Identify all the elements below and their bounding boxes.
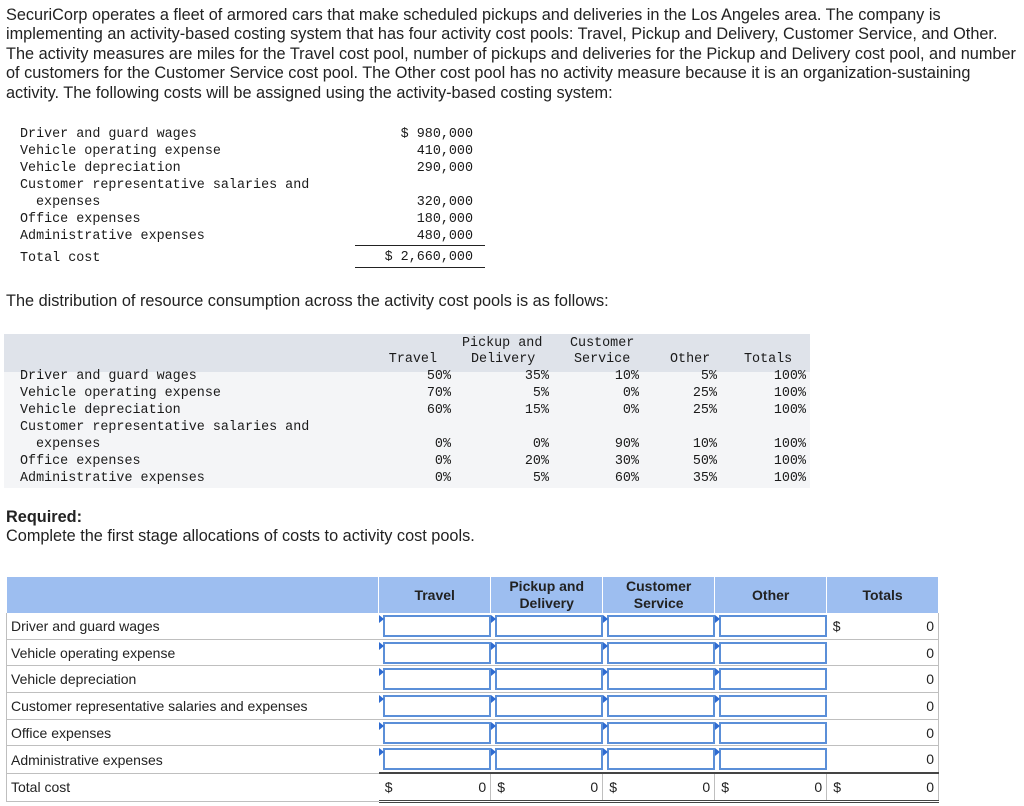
- other-input[interactable]: [719, 722, 827, 744]
- col-travel: Travel: [388, 352, 437, 367]
- dist-row-label: Administrative expenses: [20, 471, 205, 486]
- other-input[interactable]: [719, 748, 827, 770]
- header-other: Other: [715, 577, 827, 613]
- travel-input[interactable]: [383, 668, 491, 690]
- dist-travel: 50%: [426, 369, 451, 384]
- dist-row-label: Office expenses: [20, 454, 141, 469]
- currency-symbol: $: [609, 779, 617, 796]
- col-customer-2: Service: [574, 352, 631, 367]
- cost-label: Vehicle operating expense: [20, 144, 221, 159]
- cost-label-cont: expenses: [36, 195, 101, 210]
- pickup-delivery-input[interactable]: [495, 642, 603, 664]
- customer-service-input[interactable]: [607, 722, 715, 744]
- answer-row: [7, 613, 939, 639]
- dist-travel: 0%: [434, 471, 451, 486]
- currency-symbol: $: [832, 618, 841, 634]
- col-totals: Totals: [744, 352, 793, 367]
- cost-value: $ 980,000: [400, 127, 473, 142]
- answer-header-row: [7, 577, 939, 613]
- input-marker-icon: [715, 642, 720, 650]
- dist-travel: 70%: [426, 386, 451, 401]
- cost-value: 320,000: [416, 195, 473, 210]
- grand-total: 0: [926, 779, 934, 796]
- cost-label: Office expenses: [20, 212, 141, 227]
- row-total-value: 0: [926, 644, 934, 661]
- customer-service-input[interactable]: [607, 748, 715, 770]
- answer-row: [7, 693, 939, 720]
- input-marker-icon: [715, 615, 720, 623]
- dist-customer: 30%: [614, 454, 639, 469]
- dist-pickup: 5%: [532, 386, 549, 401]
- header-totals: Totals: [827, 577, 939, 613]
- currency-symbol: $: [384, 779, 393, 796]
- input-marker-icon: [603, 695, 608, 703]
- input-marker-icon: [379, 722, 384, 730]
- travel-total: 0: [478, 779, 487, 796]
- cost-value: 180,000: [416, 212, 473, 227]
- subtotal-rule: [355, 245, 485, 246]
- header-customer-line1: Customer: [626, 578, 692, 594]
- travel-input[interactable]: [383, 642, 491, 664]
- input-marker-icon: [491, 615, 496, 623]
- dist-customer: 60%: [614, 471, 639, 486]
- input-marker-icon: [379, 695, 384, 703]
- row-label: Vehicle depreciation: [7, 666, 379, 693]
- other-input[interactable]: [719, 695, 827, 717]
- total-rule: [355, 267, 485, 268]
- input-marker-icon: [491, 748, 496, 756]
- dist-customer: 10%: [614, 369, 639, 384]
- input-marker-icon: [715, 722, 720, 730]
- dist-travel: 60%: [426, 403, 451, 418]
- input-marker-icon: [715, 695, 720, 703]
- pickup-delivery-input[interactable]: [495, 668, 603, 690]
- answer-row: [7, 719, 939, 746]
- dist-travel: 0%: [434, 454, 451, 469]
- input-marker-icon: [491, 668, 496, 676]
- problem-intro: SecuriCorp operates a fleet of armored cars that make scheduled pickups and deliveries in the Los Angeles area. The company is implementing an activity-based costing system that has four activity cost pools: Travel, Pickup and Delivery, Customer Service, and Other. The activity measures are miles for the Travel cost pool, number of pickups and deliveries for the Pickup and Delivery cost pool, and number of customers for the Customer Service cost pool. The Other cost pool has no activity measure because it is an organization-sustaining activity. The following costs will be assigned using the activity-based costing system:: [6, 6, 1016, 102]
- dist-total: 100%: [773, 454, 806, 469]
- pickup-delivery-input[interactable]: [495, 615, 603, 637]
- dist-other: 25%: [692, 403, 717, 418]
- header-pickup-delivery: [491, 577, 603, 613]
- col-customer: Customer: [570, 336, 635, 351]
- customer-service-input[interactable]: [607, 668, 715, 690]
- header-customer-service: [603, 577, 715, 613]
- cost-value: 290,000: [416, 161, 473, 176]
- dist-other: 50%: [692, 454, 717, 469]
- row-label: Administrative expenses: [7, 746, 379, 773]
- input-marker-icon: [715, 748, 720, 756]
- dist-pickup: 0%: [532, 437, 549, 452]
- answer-row: [7, 746, 939, 773]
- currency-symbol: $: [721, 779, 729, 796]
- col-pickup-2: Delivery: [471, 352, 536, 367]
- dist-row-label: Vehicle depreciation: [20, 403, 181, 418]
- dist-travel: 0%: [434, 437, 451, 452]
- other-input[interactable]: [719, 642, 827, 664]
- customer-service-input[interactable]: [607, 615, 715, 637]
- currency-symbol: $: [497, 779, 505, 796]
- row-label: Vehicle operating expense: [7, 639, 379, 666]
- dist-total: 100%: [773, 437, 806, 452]
- travel-input[interactable]: [383, 695, 491, 717]
- row-label: Total cost: [7, 773, 379, 801]
- row-label: Customer representative salaries and expenses: [7, 693, 379, 720]
- dist-customer: 0%: [622, 386, 639, 401]
- row-label: Office expenses: [7, 719, 379, 746]
- header-blank: [7, 577, 379, 613]
- currency-symbol: $: [833, 779, 841, 796]
- cost-label: Driver and guard wages: [20, 127, 197, 142]
- cost-label: Customer representative salaries and: [20, 178, 310, 193]
- dist-pickup: 20%: [524, 454, 549, 469]
- distribution-intro: The distribution of resource consumption across the activity cost pools is as follows:: [6, 292, 609, 310]
- total-cost-row: [7, 773, 939, 801]
- input-marker-icon: [603, 748, 608, 756]
- travel-input[interactable]: [383, 748, 491, 770]
- pickup-delivery-input[interactable]: [495, 722, 603, 744]
- input-marker-icon: [715, 668, 720, 676]
- row-total-value: 0: [926, 751, 934, 768]
- dist-total: 100%: [773, 471, 806, 486]
- dist-pickup: 5%: [532, 471, 549, 486]
- input-marker-icon: [603, 668, 608, 676]
- col-other: Other: [670, 352, 711, 367]
- dist-pickup: 35%: [524, 369, 549, 384]
- dist-total: 100%: [773, 403, 806, 418]
- row-total-value: 0: [926, 671, 934, 688]
- col-pickup: Pickup and: [462, 336, 543, 351]
- dist-customer: 0%: [622, 403, 639, 418]
- cost-value: 410,000: [416, 144, 473, 159]
- input-marker-icon: [379, 642, 384, 650]
- total-cost-label: Total cost: [20, 251, 101, 266]
- header-pickup-line1: Pickup and: [509, 578, 585, 594]
- dist-customer: 90%: [614, 437, 639, 452]
- dist-other: 5%: [700, 369, 717, 384]
- dist-total: 100%: [773, 369, 806, 384]
- dist-total: 100%: [773, 386, 806, 401]
- header-pickup-line2: Delivery: [519, 595, 574, 611]
- input-marker-icon: [603, 642, 608, 650]
- required-text: Complete the first stage allocations of costs to activity cost pools.: [6, 527, 475, 545]
- input-marker-icon: [379, 615, 384, 623]
- dist-row-label: Driver and guard wages: [20, 369, 197, 384]
- travel-input[interactable]: [383, 722, 491, 744]
- input-marker-icon: [491, 722, 496, 730]
- pickup-delivery-input[interactable]: [495, 748, 603, 770]
- dist-pickup: 15%: [524, 403, 549, 418]
- customer-service-input[interactable]: [607, 695, 715, 717]
- pickup-delivery-total: 0: [590, 779, 599, 796]
- other-input[interactable]: [719, 668, 827, 690]
- header-travel: Travel: [379, 577, 491, 613]
- pickup-delivery-input[interactable]: [495, 695, 603, 717]
- dist-row-label: Vehicle operating expense: [20, 386, 221, 401]
- input-marker-icon: [603, 615, 608, 623]
- dist-other: 35%: [692, 471, 717, 486]
- customer-service-total: 0: [702, 779, 711, 796]
- row-total-value: 0: [926, 698, 934, 715]
- cost-label: Vehicle depreciation: [20, 161, 181, 176]
- input-marker-icon: [491, 642, 496, 650]
- total-cost-value: $ 2,660,000: [384, 250, 473, 265]
- cost-value: 480,000: [416, 229, 473, 244]
- other-total: 0: [814, 779, 823, 796]
- dist-row-label: Customer representative salaries and: [20, 420, 310, 435]
- row-total-value: 0: [926, 618, 934, 634]
- answer-row: [7, 639, 939, 666]
- dist-other: 25%: [692, 386, 717, 401]
- row-label: Driver and guard wages: [7, 613, 379, 639]
- header-customer-line2: Service: [633, 595, 684, 611]
- other-input[interactable]: [719, 615, 827, 637]
- customer-service-input[interactable]: [607, 642, 715, 664]
- dist-other: 10%: [692, 437, 717, 452]
- input-marker-icon: [603, 722, 608, 730]
- cost-label: Administrative expenses: [20, 229, 205, 244]
- input-marker-icon: [379, 668, 384, 676]
- row-total-value: 0: [926, 724, 934, 741]
- distribution-rows: [20, 369, 810, 489]
- input-marker-icon: [491, 695, 496, 703]
- input-marker-icon: [379, 748, 384, 756]
- dist-row-label-cont: expenses: [36, 437, 101, 452]
- answer-table: [6, 577, 939, 803]
- answer-row: [7, 666, 939, 693]
- required-title: Required:: [6, 508, 82, 526]
- travel-input[interactable]: [383, 615, 491, 637]
